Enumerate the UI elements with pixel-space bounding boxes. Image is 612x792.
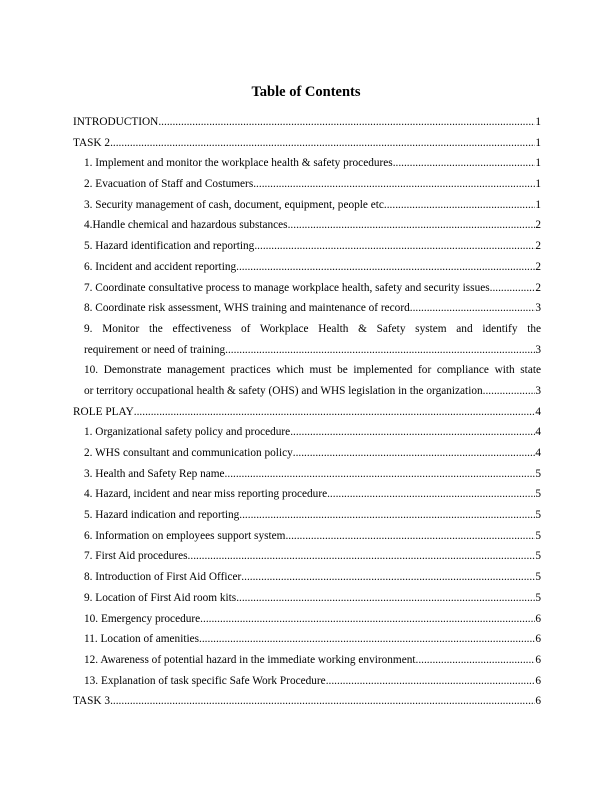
toc-dot-leader: [225, 340, 535, 361]
toc-entry-label: 4. Hazard, incident and near miss reporting procedure: [84, 488, 328, 501]
toc-dot-leader: [188, 546, 536, 567]
toc-entry[interactable]: [73, 153, 541, 174]
toc-entry-label: 2. WHS consultant and communication policy: [84, 447, 293, 459]
toc-entry-label: 5. Hazard identification and reporting: [84, 240, 255, 253]
toc-entry[interactable]: [73, 588, 541, 609]
toc-entry[interactable]: [73, 215, 541, 236]
toc-entry-label: TASK 2: [73, 136, 111, 149]
toc-page-number: 6: [535, 674, 541, 687]
toc-entry[interactable]: [73, 402, 541, 423]
toc-page-number: 1: [535, 157, 541, 170]
toc-page-number: 2: [535, 281, 541, 294]
toc-dot-leader: [225, 464, 536, 485]
toc-entry-label: 3. Health and Safety Rep name: [84, 467, 225, 480]
toc-dot-leader: [200, 609, 535, 630]
toc-entry[interactable]: [73, 526, 541, 547]
toc-page-number: 5: [535, 529, 541, 542]
toc-page-number: 6: [535, 653, 541, 666]
toc-dot-leader: [236, 588, 535, 609]
toc-entry[interactable]: [73, 319, 541, 360]
toc-dot-leader: [327, 484, 535, 505]
toc-entry[interactable]: [73, 629, 541, 650]
toc-entry[interactable]: [73, 422, 541, 443]
toc-entry[interactable]: [73, 236, 541, 257]
toc-entry-label: 10. Emergency procedure: [84, 612, 201, 625]
toc-entry[interactable]: [73, 257, 541, 278]
toc-dot-leader: [285, 526, 535, 547]
toc-page-number: 2: [535, 240, 541, 253]
toc-page-number: 4: [535, 426, 541, 439]
toc-dot-leader: [241, 567, 535, 588]
toc-page-number: 5: [535, 550, 541, 563]
toc-page-number: 2: [535, 219, 541, 232]
toc-entry[interactable]: [73, 443, 541, 464]
toc-entry-label-line1: 10. Demonstrate management practices which must be implemented for compliance with state: [84, 364, 541, 377]
toc-entry-label: 5. Hazard indication and reporting: [84, 509, 240, 522]
toc-entry-label: 6. Incident and accident reporting: [84, 260, 237, 273]
toc-page-number: 1: [535, 116, 541, 128]
toc-entry[interactable]: [73, 112, 541, 133]
toc-entry[interactable]: [73, 195, 541, 216]
toc-entry-label: 9. Location of First Aid room kits: [84, 591, 237, 604]
toc-entry[interactable]: [73, 505, 541, 526]
toc-entry[interactable]: [73, 278, 541, 299]
toc-dot-leader: [483, 381, 536, 402]
toc-page-number: 1: [535, 198, 541, 211]
toc-dot-leader: [199, 629, 535, 650]
table-of-contents: [73, 112, 541, 712]
toc-entry-label: 6. Information on employees support system: [84, 529, 286, 542]
toc-entry-label: 4.Handle chemical and hazardous substances: [84, 219, 288, 232]
toc-page-number: 3: [535, 302, 541, 315]
toc-title: Table of Contents: [251, 84, 361, 100]
toc-dot-leader: [239, 505, 535, 526]
toc-page-number: 2: [535, 260, 541, 273]
toc-entry[interactable]: [73, 567, 541, 588]
toc-dot-leader: [490, 278, 536, 299]
toc-page-number: 5: [535, 509, 541, 522]
toc-entry-label: 7. First Aid procedures: [84, 550, 188, 563]
toc-entry-label: 12. Awareness of potential hazard in the immediate working environment: [84, 653, 416, 666]
toc-entry-label-line1: 9. Monitor the effectiveness of Workplace Health & Safety system and identify the: [84, 322, 541, 335]
toc-entry-label: 13. Explanation of task specific Safe Work Procedure: [84, 674, 326, 687]
toc-dot-leader: [290, 422, 535, 443]
toc-entry-label: 3. Security management of cash, document, equipment, people etc: [84, 198, 384, 211]
toc-entry-label: TASK 3: [73, 695, 111, 708]
toc-dot-leader: [110, 133, 535, 154]
toc-entry-label: 1. Implement and monitor the workplace health & safety procedures: [84, 157, 393, 170]
toc-page-number: 4: [535, 405, 541, 418]
toc-entry[interactable]: [73, 298, 541, 319]
toc-entry[interactable]: [73, 650, 541, 671]
toc-page-number: 6: [535, 612, 541, 625]
toc-entry[interactable]: [73, 609, 541, 630]
toc-entry[interactable]: [73, 133, 541, 154]
toc-dot-leader: [288, 215, 536, 236]
toc-dot-leader: [134, 402, 536, 423]
toc-entry[interactable]: [73, 360, 541, 401]
toc-page-number: 5: [535, 467, 541, 480]
toc-dot-leader: [393, 153, 536, 174]
toc-entry-label: 8. Coordinate risk assessment, WHS training and maintenance of record: [84, 302, 410, 315]
toc-dot-leader: [254, 236, 535, 257]
toc-entry[interactable]: [73, 174, 541, 195]
toc-dot-leader: [110, 691, 535, 712]
toc-dot-leader: [416, 650, 536, 671]
toc-entry[interactable]: [73, 671, 541, 692]
toc-page-number: 5: [535, 488, 541, 501]
toc-entry-label: ROLE PLAY: [73, 405, 134, 418]
toc-entry-label: 2. Evacuation of Staff and Costumers: [84, 178, 254, 191]
toc-entry[interactable]: [73, 546, 541, 567]
toc-entry[interactable]: [73, 464, 541, 485]
toc-page-number: 6: [535, 633, 541, 646]
toc-page-number: 3: [535, 384, 541, 397]
toc-page-number: 1: [535, 178, 541, 191]
toc-entry[interactable]: [73, 691, 541, 712]
toc-entry-label: 1. Organizational safety policy and procedure: [84, 426, 291, 439]
toc-page-number: 1: [535, 136, 541, 149]
toc-dot-leader: [326, 671, 536, 692]
toc-page-number: 5: [535, 571, 541, 584]
toc-page-number: 3: [535, 343, 541, 356]
toc-dot-leader: [236, 257, 535, 278]
toc-dot-leader: [384, 195, 535, 216]
toc-entry-label: 11. Location of amenities: [84, 633, 200, 646]
toc-page-number: 5: [535, 591, 541, 604]
toc-page-number: 4: [535, 447, 541, 459]
toc-entry-label: requirement or need of training: [84, 343, 226, 356]
toc-dot-leader: [293, 443, 536, 464]
toc-page-number: 6: [535, 695, 541, 708]
toc-dot-leader: [253, 174, 535, 195]
toc-dot-leader: [158, 112, 535, 133]
toc-entry-label: 7. Coordinate consultative process to manage workplace health, safety and security issues: [84, 281, 490, 294]
toc-entry-label: 8. Introduction of First Aid Officer: [84, 571, 242, 584]
toc-dot-leader: [410, 298, 536, 319]
toc-entry-label: or territory occupational health & safety (OHS) and WHS legislation in the organization: [84, 384, 483, 397]
toc-entry-label: INTRODUCTION: [73, 116, 159, 128]
toc-entry[interactable]: [73, 484, 541, 505]
